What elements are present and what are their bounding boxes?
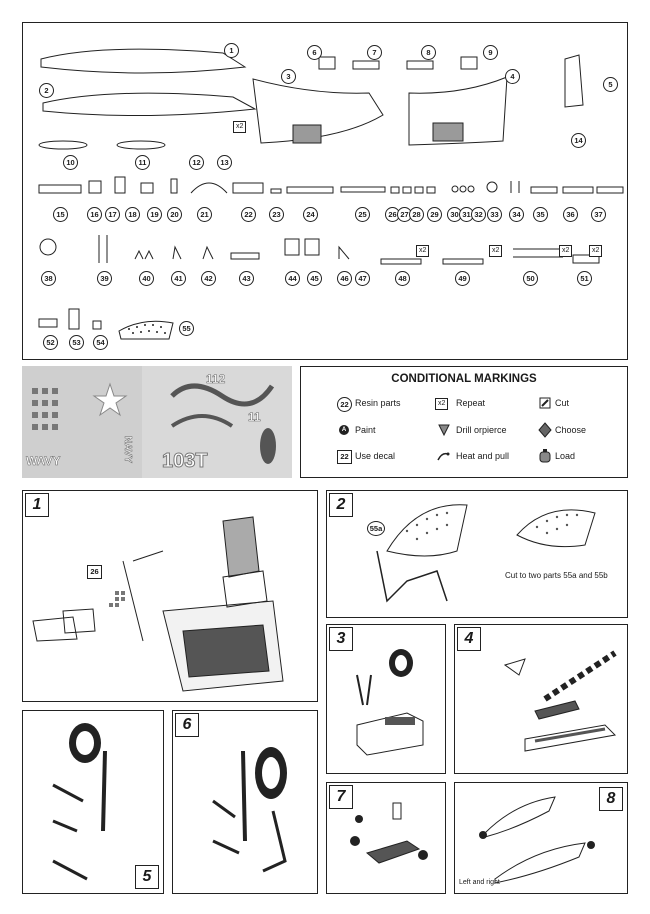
part-number: 13 bbox=[217, 155, 232, 170]
part-number: 17 bbox=[105, 207, 120, 222]
legend-heat: Heat and pull bbox=[456, 451, 510, 461]
step-number: 6 bbox=[175, 713, 199, 737]
legend-choose: Choose bbox=[555, 425, 587, 435]
paint-symbol: A bbox=[339, 425, 349, 435]
step-6-panel bbox=[172, 710, 318, 894]
step-7-panel bbox=[326, 782, 446, 894]
step-number: 4 bbox=[457, 627, 481, 651]
decal-code: NAVY bbox=[122, 436, 133, 464]
part-number: 26 bbox=[385, 207, 400, 222]
part-number: 28 bbox=[409, 207, 424, 222]
part-label: 55a bbox=[367, 521, 385, 536]
decal-number: 26 bbox=[87, 565, 102, 579]
part-number: 48 bbox=[395, 271, 410, 286]
part-number: 12 bbox=[189, 155, 204, 170]
part-number: 20 bbox=[167, 207, 182, 222]
part-number: 10 bbox=[63, 155, 78, 170]
parts-drawing bbox=[23, 23, 629, 361]
legend-cut: Cut bbox=[555, 398, 570, 408]
part-number: 39 bbox=[97, 271, 112, 286]
decal-symbol: 22 bbox=[337, 450, 352, 464]
legend-box bbox=[300, 366, 628, 478]
part-number: 49 bbox=[455, 271, 470, 286]
part-number: 43 bbox=[239, 271, 254, 286]
part-number: 42 bbox=[201, 271, 216, 286]
legend-resin: Resin parts bbox=[355, 398, 401, 408]
decal-code: 103T bbox=[162, 450, 208, 472]
step-3-drawing bbox=[327, 625, 447, 775]
part-number: 51 bbox=[577, 271, 592, 286]
decal-code: 112 bbox=[206, 372, 226, 386]
step-4-drawing bbox=[455, 625, 629, 775]
resin-symbol: 22 bbox=[337, 397, 352, 412]
drill-icon bbox=[438, 424, 450, 436]
step-number: 1 bbox=[25, 493, 49, 517]
legend-decal: Use decal bbox=[355, 451, 396, 461]
part-number: 22 bbox=[241, 207, 256, 222]
step-number: 5 bbox=[135, 865, 159, 889]
part-number: 36 bbox=[563, 207, 578, 222]
part-number: 23 bbox=[269, 207, 284, 222]
part-number: 14 bbox=[571, 133, 586, 148]
step-7-drawing bbox=[327, 783, 447, 895]
part-number: 40 bbox=[139, 271, 154, 286]
legend-paint: Paint bbox=[355, 425, 376, 435]
step-number: 7 bbox=[329, 785, 353, 809]
part-number: 37 bbox=[591, 207, 606, 222]
part-number: 19 bbox=[147, 207, 162, 222]
decal-code: 11 bbox=[248, 410, 261, 424]
cut-icon bbox=[539, 397, 551, 409]
step-number: 2 bbox=[329, 493, 353, 517]
part-number: 32 bbox=[471, 207, 486, 222]
part-number: 38 bbox=[41, 271, 56, 286]
step-8-panel bbox=[454, 782, 628, 894]
step-3-panel bbox=[326, 624, 446, 774]
step-2-drawing bbox=[327, 491, 629, 619]
part-number: 31 bbox=[459, 207, 474, 222]
part-number: 41 bbox=[171, 271, 186, 286]
part-number: 4 bbox=[505, 69, 520, 84]
part-number: 54 bbox=[93, 335, 108, 350]
part-number: 34 bbox=[509, 207, 524, 222]
part-number: 8 bbox=[421, 45, 436, 60]
decal-sheet bbox=[22, 366, 292, 478]
part-number: 55 bbox=[179, 321, 194, 336]
repeat-badge: x2 bbox=[233, 121, 246, 133]
decal-code: WAVY bbox=[26, 454, 61, 468]
part-number: 35 bbox=[533, 207, 548, 222]
part-number: 33 bbox=[487, 207, 502, 222]
step-2-note: Cut to two parts 55a and 55b bbox=[505, 571, 608, 580]
step-5-panel bbox=[22, 710, 164, 894]
part-number: 25 bbox=[355, 207, 370, 222]
part-number: 52 bbox=[43, 335, 58, 350]
part-number: 1 bbox=[224, 43, 239, 58]
step-1-drawing bbox=[23, 491, 319, 703]
repeat-symbol: x2 bbox=[435, 398, 448, 410]
step-2-panel bbox=[326, 490, 628, 618]
part-number: 16 bbox=[87, 207, 102, 222]
part-number: 15 bbox=[53, 207, 68, 222]
part-number: 7 bbox=[367, 45, 382, 60]
legend-repeat: Repeat bbox=[456, 398, 486, 408]
part-number: 2 bbox=[39, 83, 54, 98]
part-number: 5 bbox=[603, 77, 618, 92]
part-number: 11 bbox=[135, 155, 150, 170]
choose-icon bbox=[539, 423, 551, 437]
parts-sheet bbox=[22, 22, 628, 360]
step-8-note: Left and right bbox=[459, 879, 500, 886]
part-number: 50 bbox=[523, 271, 538, 286]
step-4-panel bbox=[454, 624, 628, 774]
part-number: 46 bbox=[337, 271, 352, 286]
heat-icon bbox=[436, 450, 450, 462]
part-number: 21 bbox=[197, 207, 212, 222]
part-number: 53 bbox=[69, 335, 84, 350]
part-number: 18 bbox=[125, 207, 140, 222]
legend-drill: Drill orpierce bbox=[456, 425, 507, 435]
part-number: 30 bbox=[447, 207, 462, 222]
part-number: 9 bbox=[483, 45, 498, 60]
load-icon bbox=[539, 449, 551, 463]
part-number: 24 bbox=[303, 207, 318, 222]
step-1-panel bbox=[22, 490, 318, 702]
step-number: 8 bbox=[599, 787, 623, 811]
repeat-badge: x2 bbox=[589, 245, 602, 257]
part-number: 44 bbox=[285, 271, 300, 286]
repeat-badge: x2 bbox=[489, 245, 502, 257]
step-number: 3 bbox=[329, 627, 353, 651]
legend-title: CONDITIONAL MARKINGS bbox=[391, 373, 537, 385]
repeat-badge: x2 bbox=[559, 245, 572, 257]
part-number: 29 bbox=[427, 207, 442, 222]
step-6-drawing bbox=[173, 711, 319, 895]
legend-load: Load bbox=[555, 451, 576, 461]
part-number: 47 bbox=[355, 271, 370, 286]
part-number: 3 bbox=[281, 69, 296, 84]
part-number: 6 bbox=[307, 45, 322, 60]
part-number: 45 bbox=[307, 271, 322, 286]
part-number: 27 bbox=[397, 207, 412, 222]
repeat-badge: x2 bbox=[416, 245, 429, 257]
